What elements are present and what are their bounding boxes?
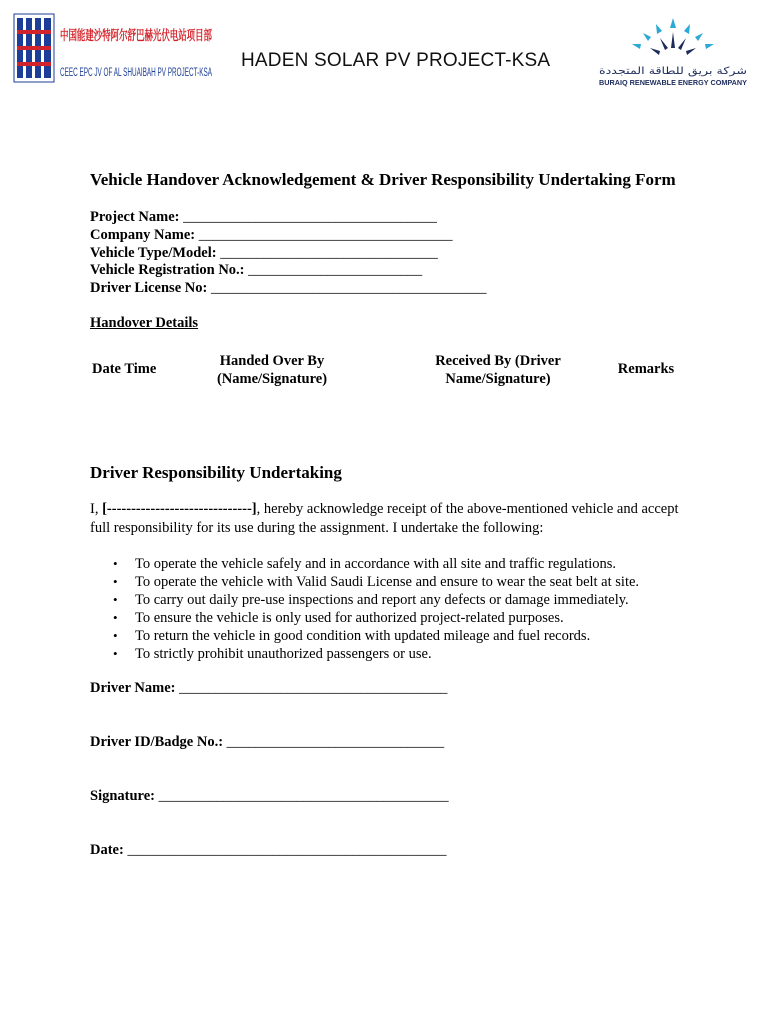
field-label: Project Name: <box>90 209 180 225</box>
field-label: Vehicle Type/Model: <box>90 245 217 261</box>
ceec-logo-en-text: CEEC EPC JV OF AL SHUAIBAH PV PROJECT-KSA <box>60 67 213 79</box>
intro-prefix: I, <box>90 501 103 517</box>
form-title: Vehicle Handover Acknowledgement & Driver Responsibility Undertaking Form <box>90 170 676 189</box>
field-label: Vehicle Registration No.: <box>90 262 245 278</box>
field-vehicle-type[interactable] <box>90 244 438 262</box>
field-company-name[interactable] <box>90 226 453 244</box>
field-blank[interactable]: ________________________ <box>248 262 423 278</box>
field-blank[interactable]: ______________________________ <box>226 734 445 750</box>
undertaking-list <box>90 555 639 663</box>
column-header-line: Received By (Driver <box>435 353 561 369</box>
field-blank[interactable]: ___________________________________ <box>183 209 437 225</box>
ceec-mark <box>14 14 54 82</box>
list-item: • To ensure the vehicle is only used for authorized project-related purposes. <box>90 609 639 627</box>
list-item: • To operate the vehicle with Valid Saudi License and ensure to wear the seat belt at site. <box>90 573 639 591</box>
column-header-line: (Name/Signature) <box>216 371 328 387</box>
list-item: • To carry out daily pre-use inspections and report any defects or damage immediately. <box>90 591 639 609</box>
field-blank[interactable]: ________________________________________ <box>158 788 449 804</box>
column-header-remarks <box>612 360 680 378</box>
field-blank[interactable]: ___________________________________ <box>198 227 453 243</box>
signoff-signature[interactable] <box>90 788 449 805</box>
column-header-line: Name/Signature) <box>445 371 551 387</box>
field-blank[interactable]: ______________________________ <box>220 245 438 261</box>
handover-heading: Handover Details <box>90 315 199 331</box>
intro-suffix: , hereby acknowledge receipt of the above-mentioned vehicle and accept full responsibility for its use during the assignment. I undertake the following: <box>90 501 679 536</box>
signoff-driver-name[interactable] <box>90 680 447 697</box>
buraiq-logo-en-text: BURAIQ RENEWABLE ENERGY COMPANY <box>599 78 747 87</box>
list-item: • To operate the vehicle safely and in accordance with all site and traffic regulations. <box>90 555 639 573</box>
field-label: Date: <box>90 842 124 858</box>
column-header-date-time <box>92 360 162 378</box>
ceec-logo-cn-text: 中国能建沙特阿尔舒巴赫光伏电站项目部 <box>60 28 303 44</box>
list-item: • To return the vehicle in good condition with updated mileage and fuel records. <box>90 627 639 645</box>
column-header-handed-over-by <box>197 352 347 388</box>
field-label: Driver Name: <box>90 680 176 696</box>
sunburst-icon <box>632 18 714 55</box>
column-header-line: Remarks <box>617 361 675 377</box>
field-blank[interactable]: _____________________________________ <box>179 680 448 696</box>
column-header-received-by <box>418 352 578 388</box>
field-label: Driver License No: <box>90 280 208 296</box>
field-driver-license[interactable] <box>90 279 486 297</box>
buraiq-logo-ar-text: شركة بريق للطاقة المتجددة <box>599 66 747 77</box>
column-header-line: Handed Over By <box>219 353 325 369</box>
undertaking-heading: Driver Responsibility Undertaking <box>90 463 342 482</box>
intro-name-blank[interactable]: [------------------------------] <box>102 501 257 517</box>
header-title: HADEN SOLAR PV PROJECT-KSA <box>241 50 551 71</box>
field-project-name[interactable] <box>90 208 437 226</box>
signoff-date[interactable] <box>90 842 446 859</box>
field-blank[interactable]: ____________________________________________ <box>127 842 447 858</box>
buraiq-logo <box>596 14 750 88</box>
field-vehicle-registration[interactable] <box>90 261 422 279</box>
ceec-logo <box>14 12 303 84</box>
field-label: Signature: <box>90 788 155 804</box>
column-header-line: Date Time <box>92 361 157 377</box>
list-item: • To strictly prohibit unauthorized passengers or use. <box>90 645 639 663</box>
field-blank[interactable]: ______________________________________ <box>210 280 487 296</box>
field-label: Company Name: <box>90 227 196 243</box>
signoff-driver-id[interactable] <box>90 734 444 751</box>
undertaking-intro <box>90 500 680 537</box>
field-label: Driver ID/Badge No.: <box>90 734 224 750</box>
